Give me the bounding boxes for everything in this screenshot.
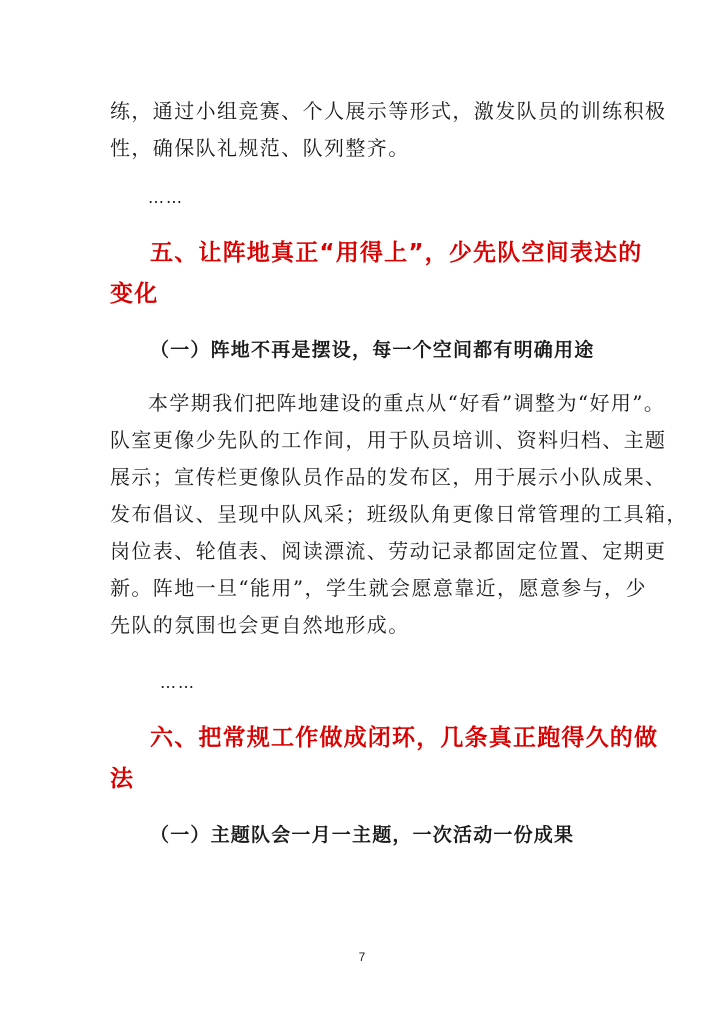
paragraph-line: 岗位表、轮值表、阅读漂流、劳动记录都固定位置、定期更 <box>110 539 667 563</box>
paragraph-line: 本学期我们把阵地建设的重点从“好看”调整为“好用”。 <box>148 391 666 415</box>
section-heading: 五、让阵地真正“用得上”，少先队空间表达的 <box>150 240 643 266</box>
subsection-heading: （一）主题队会一月一主题，一次活动一份成果 <box>150 824 575 846</box>
section-heading: 六、把常规工作做成闭环，几条真正跑得久的做 <box>150 725 659 751</box>
paragraph-line: 展示；宣传栏更像队员作品的发布区，用于展示小队成果、 <box>110 465 667 489</box>
page-number: 7 <box>358 950 366 964</box>
section-heading-continued: 变化 <box>110 281 159 307</box>
paragraph-line: 先队的氛围也会更自然地形成。 <box>110 613 410 637</box>
paragraph-line: 发布倡议、呈现中队风采；班级队角更像日常管理的工具箱， <box>110 502 688 526</box>
section-heading-continued: 法 <box>110 766 135 792</box>
ellipsis: …… <box>160 673 196 692</box>
paragraph-line: 新。阵地一旦“能用”，学生就会愿意靠近，愿意参与，少 <box>110 576 647 600</box>
subsection-heading: （一）阵地不再是摆设，每一个空间都有明确用途 <box>150 339 595 361</box>
paragraph-line: 性，确保队礼规范、队列整齐。 <box>110 136 410 160</box>
ellipsis: …… <box>148 188 184 207</box>
paragraph-line: 练，通过小组竞赛、个人展示等形式，激发队员的训练积极 <box>110 99 667 123</box>
paragraph-line: 队室更像少先队的工作间，用于队员培训、资料归档、主题 <box>110 428 667 452</box>
